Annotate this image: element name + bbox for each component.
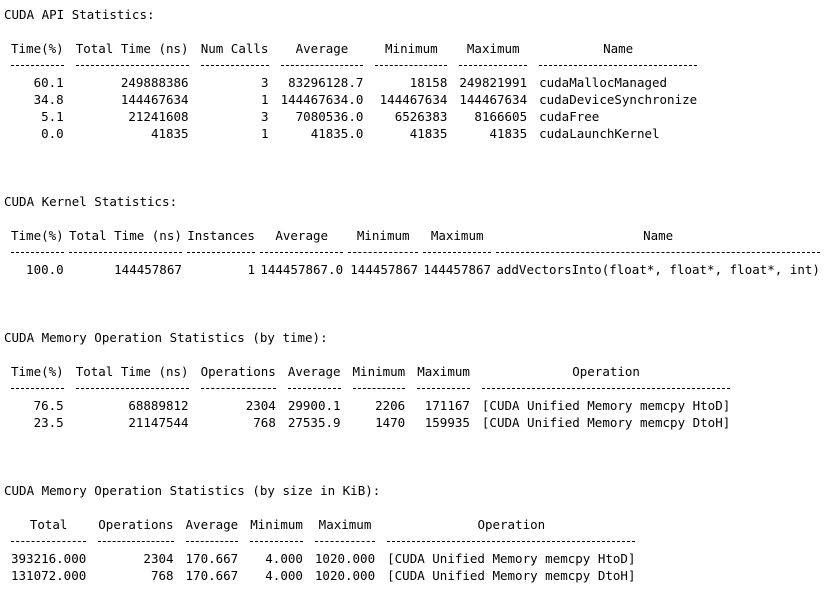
- cell: 768: [150, 568, 174, 583]
- cell: 768: [253, 415, 276, 430]
- cell: 0.0: [41, 126, 64, 141]
- cell: 144457867: [350, 262, 419, 277]
- memory-by-time-table: [11, 363, 730, 431]
- column-header: Time(%): [11, 364, 64, 379]
- cell: 21147544: [128, 415, 189, 430]
- cell: 1470: [375, 415, 406, 430]
- cell: 144457867.0: [260, 262, 344, 277]
- api-statistics-section: [4, 6, 820, 142]
- header-separator: [11, 57, 697, 74]
- header-separator: [11, 380, 730, 397]
- table-row: [11, 414, 730, 431]
- memory-by-time-section: [4, 329, 820, 431]
- cell: 41835: [150, 126, 189, 141]
- table-row: [11, 261, 820, 278]
- cell: 393216.000: [11, 551, 87, 566]
- cell: 29900.1: [287, 398, 341, 413]
- cell: 7080536.0: [295, 109, 364, 124]
- column-header: Instances: [187, 228, 255, 243]
- report: [4, 6, 820, 584]
- section-title: CUDA Kernel Statistics:: [4, 194, 178, 209]
- column-header: Name: [603, 41, 634, 56]
- cell: 144467634: [379, 92, 448, 107]
- table-header-row: [11, 227, 820, 244]
- column-header: Minimum: [356, 228, 410, 243]
- column-header: Operations: [200, 364, 276, 379]
- memory-by-size-table: [11, 516, 635, 584]
- cell: [CUDA Unified Memory memcpy HtoD]: [481, 398, 731, 413]
- cell: 83296128.7: [288, 75, 364, 90]
- cell: 144457867: [114, 262, 182, 277]
- cell: 27535.9: [287, 415, 341, 430]
- table-row: [11, 74, 697, 91]
- column-header: Time(%): [11, 228, 64, 243]
- section-title: CUDA Memory Operation Statistics (by time):: [4, 330, 328, 345]
- cell: [CUDA Unified Memory memcpy DtoH]: [481, 415, 731, 430]
- cell: 2206: [375, 398, 406, 413]
- column-header: Num Calls: [200, 41, 269, 56]
- cell: 1: [261, 92, 269, 107]
- cell: 60.1: [33, 75, 64, 90]
- cell: cudaMallocManaged: [539, 75, 668, 90]
- column-header: Name: [643, 228, 674, 243]
- cell: 144467634: [120, 92, 189, 107]
- column-header: Average: [275, 228, 329, 243]
- table-row: [11, 397, 730, 414]
- column-header: Maximum: [466, 41, 520, 56]
- table-row: [11, 108, 697, 125]
- cell: cudaFree: [539, 109, 600, 124]
- cell: 2304: [245, 398, 276, 413]
- cell: 1: [247, 262, 256, 277]
- cell: 2304: [143, 551, 174, 566]
- cell: 3: [261, 75, 269, 90]
- section-title: CUDA Memory Operation Statistics (by size in KiB):: [4, 483, 381, 498]
- cell: 144467634: [459, 92, 528, 107]
- cell: addVectorsInto(float*, float*, float*, int): [496, 262, 820, 277]
- cell: 34.8: [33, 92, 64, 107]
- memory-by-size-section: [4, 482, 820, 584]
- column-header: Maximum: [417, 364, 470, 379]
- cell: 159935: [424, 415, 470, 430]
- cell: [CUDA Unified Memory memcpy HtoD]: [387, 551, 636, 566]
- column-header: Average: [185, 517, 239, 532]
- kernel-statistics-table: [11, 227, 820, 278]
- cell: 171167: [424, 398, 470, 413]
- header-separator: [11, 533, 635, 550]
- cell: 249821991: [459, 75, 528, 90]
- column-header: Operations: [98, 517, 174, 532]
- cell: 76.5: [33, 398, 64, 413]
- column-header: Operation: [477, 517, 546, 532]
- column-header: Total Time (ns): [75, 41, 189, 56]
- column-header: Total: [29, 517, 68, 532]
- kernel-statistics-section: [4, 193, 820, 278]
- column-header: Average: [295, 41, 349, 56]
- column-header: Time(%): [11, 41, 64, 56]
- cell: 144467634.0: [280, 92, 364, 107]
- cell: 4.000: [265, 568, 303, 583]
- cell: 131072.000: [11, 568, 87, 583]
- column-header: Maximum: [318, 517, 372, 532]
- table-row: [11, 550, 635, 567]
- cell: [CUDA Unified Memory memcpy DtoH]: [387, 568, 636, 583]
- cell: 1: [261, 126, 269, 141]
- column-header: Minimum: [352, 364, 406, 379]
- cell: 170.667: [185, 551, 239, 566]
- cell: 68889812: [128, 398, 189, 413]
- api-statistics-table: [11, 40, 697, 142]
- cell: 4.000: [265, 551, 303, 566]
- cell: 1020.000: [314, 551, 376, 566]
- cell: cudaLaunchKernel: [539, 126, 660, 141]
- table-header-row: [11, 516, 635, 533]
- cell: 21241608: [128, 109, 189, 124]
- cell: 41835.0: [310, 126, 364, 141]
- header-separator: [11, 244, 820, 261]
- table-row: [11, 567, 635, 584]
- cell: 100.0: [26, 262, 64, 277]
- cell: 249888386: [120, 75, 189, 90]
- cell: 23.5: [33, 415, 64, 430]
- cell: 8166605: [474, 109, 528, 124]
- column-header: Operation: [572, 364, 640, 379]
- column-header: Minimum: [250, 517, 303, 532]
- table-row: [11, 125, 697, 142]
- section-title: CUDA API Statistics:: [4, 7, 155, 22]
- cell: 5.1: [41, 109, 64, 124]
- table-row: [11, 91, 697, 108]
- cell: 41835: [489, 126, 528, 141]
- cell: 18158: [409, 75, 448, 90]
- cell: 6526383: [394, 109, 448, 124]
- cell: cudaDeviceSynchronize: [539, 92, 698, 107]
- column-header: Maximum: [430, 228, 484, 243]
- cell: 144457867: [423, 262, 492, 277]
- table-header-row: [11, 363, 730, 380]
- cell: 170.667: [185, 568, 239, 583]
- column-header: Minimum: [385, 41, 438, 56]
- column-header: Average: [287, 364, 341, 379]
- column-header: Total Time (ns): [68, 228, 182, 243]
- table-header-row: [11, 40, 697, 57]
- cell: 3: [261, 109, 269, 124]
- cell: 1020.000: [314, 568, 376, 583]
- cell: 41835: [409, 126, 448, 141]
- column-header: Total Time (ns): [75, 364, 189, 379]
